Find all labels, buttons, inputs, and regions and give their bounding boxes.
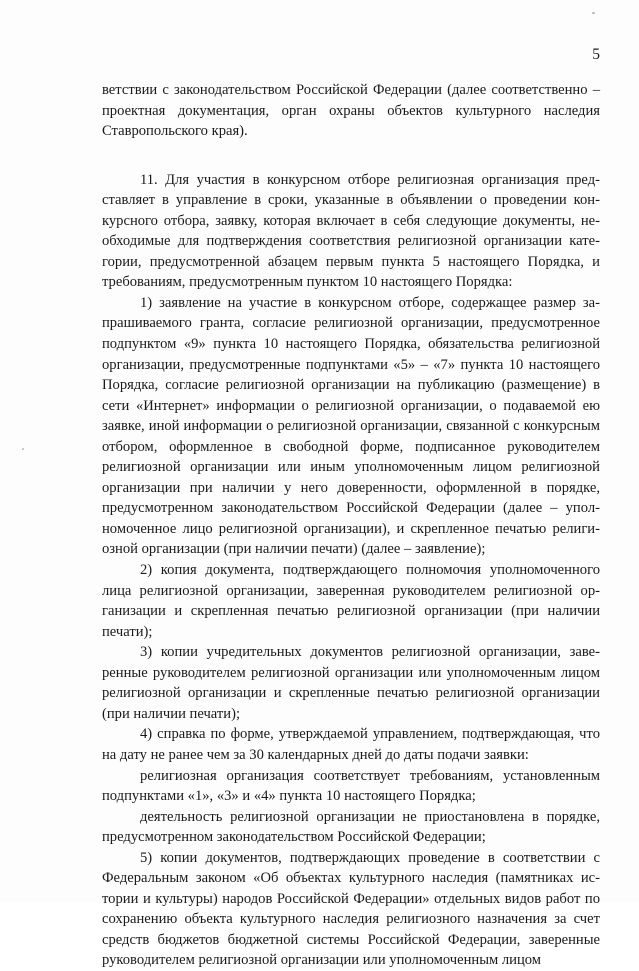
paragraph-item-2: 2) копия документа, подтверждающего полномочия уполномоченного лица религиозной организации, заверенная руководителем религиозной организации и скрепленная печатью религиозной организации (при наличии печати); <box>102 562 600 640</box>
page-number: 5 <box>592 46 600 63</box>
scan-speck <box>592 12 595 14</box>
paragraph-item-4: 4) справка по форме, утверждаемой управлением, подтверждающая, что на дату не ранее чем за 30 календарных дней до даты подачи заявки: <box>102 726 600 763</box>
paragraph-item-4-sub-1: религиозная организация соответствует требованиям, установленным подпунктами «1», «3» и «4» пункта 10 настоящего Порядка; <box>102 767 600 805</box>
paragraph-item-5: 5) копии документов, подтверждающих проведение в соответствии с Федеральным законом «Об объектах культурного наследия (памятниках истории и культуры) народов Российской Федерации» отдельных видов работ по сохранению объекта культурного наследия религиозного назначения за счет средств бюджетов бюджетной системы Российской Федерации, заверенные руководителем религиозной организации или уполномоченным лицом <box>102 849 600 969</box>
scan-speck <box>22 448 24 450</box>
paragraph-clause-11: 11. Для участия в конкурсном отборе религиозная организация представляет в управление в сроки, указанные в объявлении о проведении конкурсного отбора, заявку, которая включает в себя следующие документы, необходимые для подтверждения соответствия религиозной организации категории, предусмотренной абзацем первым пункта 5 настоящего Порядка, и требованиям, предусмотренным пунктом 10 настоящего Порядка: <box>102 171 600 291</box>
paragraph-item-1: 1) заявление на участие в конкурсном отборе, содержащее размер запрашиваемого гранта, согласие религиозной организации, предусмотренное подпунктом «9» пункта 10 настоящего Порядка, обязательства религиозной организации, предусмотренные подпунктами «5» – «7» пункта 10 настоящего Порядка, согласие религиозной организации на публикацию (размещение) в сети «Интернет» информации о религиозной организации, о подаваемой ею заявке, иной информации о религиозной организации, связанной с конкурсным отбором, оформленное в свободной форме, подписанное руководителем религиозной организации или иным уполномоченным лицом религиозной организации при наличии у него доверенности, оформленной в порядке, предусмотренном законодательством Российской Федерации (далее – уполномоченное лицо религиозной организации), и скрепленное печатью религиозной организации (при наличии печати) (далее – заявление); <box>102 294 600 558</box>
paragraph-item-3: 3) копии учредительных документов религиозной организации, заверенные руководителем религиозной организации или уполномоченным лицом религиозной организации и скрепленные печатью религиозной организации (при наличии печати); <box>102 644 600 722</box>
document-body <box>102 80 600 971</box>
paragraph-continuation: ветствии с законодательством Российской Федерации (далее соответственно – проектная документация, орган охраны объектов культурного наследия Ставропольского края). <box>102 82 600 140</box>
paragraph-item-4-sub-2: деятельность религиозной организации не приостановлена в порядке, предусмотренном законодательством Российской Федерации; <box>102 808 600 846</box>
